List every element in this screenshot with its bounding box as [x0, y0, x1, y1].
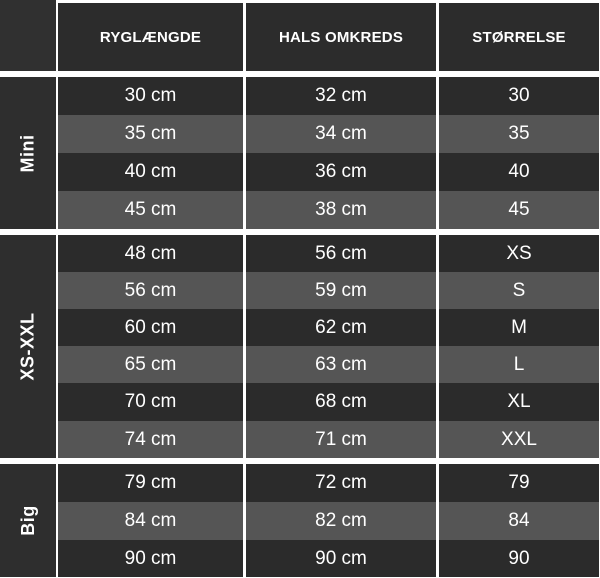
table-cell: 82 cm: [246, 502, 436, 540]
table-cell: 79 cm: [58, 464, 243, 502]
table-cell: L: [439, 346, 599, 383]
table-cell: 72 cm: [246, 464, 436, 502]
table-cell: 30 cm: [58, 77, 243, 115]
group-label-xs-xxl: [0, 235, 56, 458]
table-cell: 90: [439, 540, 599, 577]
table-cell: 60 cm: [58, 309, 243, 346]
table-cell: 40: [439, 153, 599, 191]
table-cell: 38 cm: [246, 191, 436, 229]
table-cell: 59 cm: [246, 272, 436, 309]
table-cell: 63 cm: [246, 346, 436, 383]
table-cell: 35 cm: [58, 115, 243, 153]
table-cell: 45 cm: [58, 191, 243, 229]
corner-cell: [0, 0, 56, 71]
table-cell: XS: [439, 235, 599, 272]
group-label-mini: [0, 77, 56, 229]
table-cell: 56 cm: [246, 235, 436, 272]
group-label-big-text: Big: [17, 505, 38, 536]
table-cell: M: [439, 309, 599, 346]
table-cell: 84: [439, 502, 599, 540]
table-cell: 30: [439, 77, 599, 115]
table-cell: XL: [439, 383, 599, 421]
group-label-mini-text: Mini: [17, 134, 38, 172]
header-size: STØRRELSE: [439, 3, 599, 71]
table-cell: 62 cm: [246, 309, 436, 346]
table-cell: 79: [439, 464, 599, 502]
table-cell: 70 cm: [58, 383, 243, 421]
table-cell: 71 cm: [246, 421, 436, 458]
table-cell: 65 cm: [58, 346, 243, 383]
table-cell: 45: [439, 191, 599, 229]
table-cell: 74 cm: [58, 421, 243, 458]
table-cell: 34 cm: [246, 115, 436, 153]
table-cell: 84 cm: [58, 502, 243, 540]
table-cell: 36 cm: [246, 153, 436, 191]
table-cell: 56 cm: [58, 272, 243, 309]
table-cell: 48 cm: [58, 235, 243, 272]
table-cell: 32 cm: [246, 77, 436, 115]
table-cell: 90 cm: [246, 540, 436, 577]
header-neck-circumference: HALS OMKREDS: [246, 3, 436, 71]
table-cell: 35: [439, 115, 599, 153]
table-cell: 90 cm: [58, 540, 243, 577]
table-cell: XXL: [439, 421, 599, 458]
table-cell: S: [439, 272, 599, 309]
group-label-xs-xxl-text: XS-XXL: [17, 312, 38, 381]
table-cell: 68 cm: [246, 383, 436, 421]
group-label-big: [0, 464, 56, 577]
table-cell: 40 cm: [58, 153, 243, 191]
header-back-length: RYGLÆNGDE: [58, 3, 243, 71]
